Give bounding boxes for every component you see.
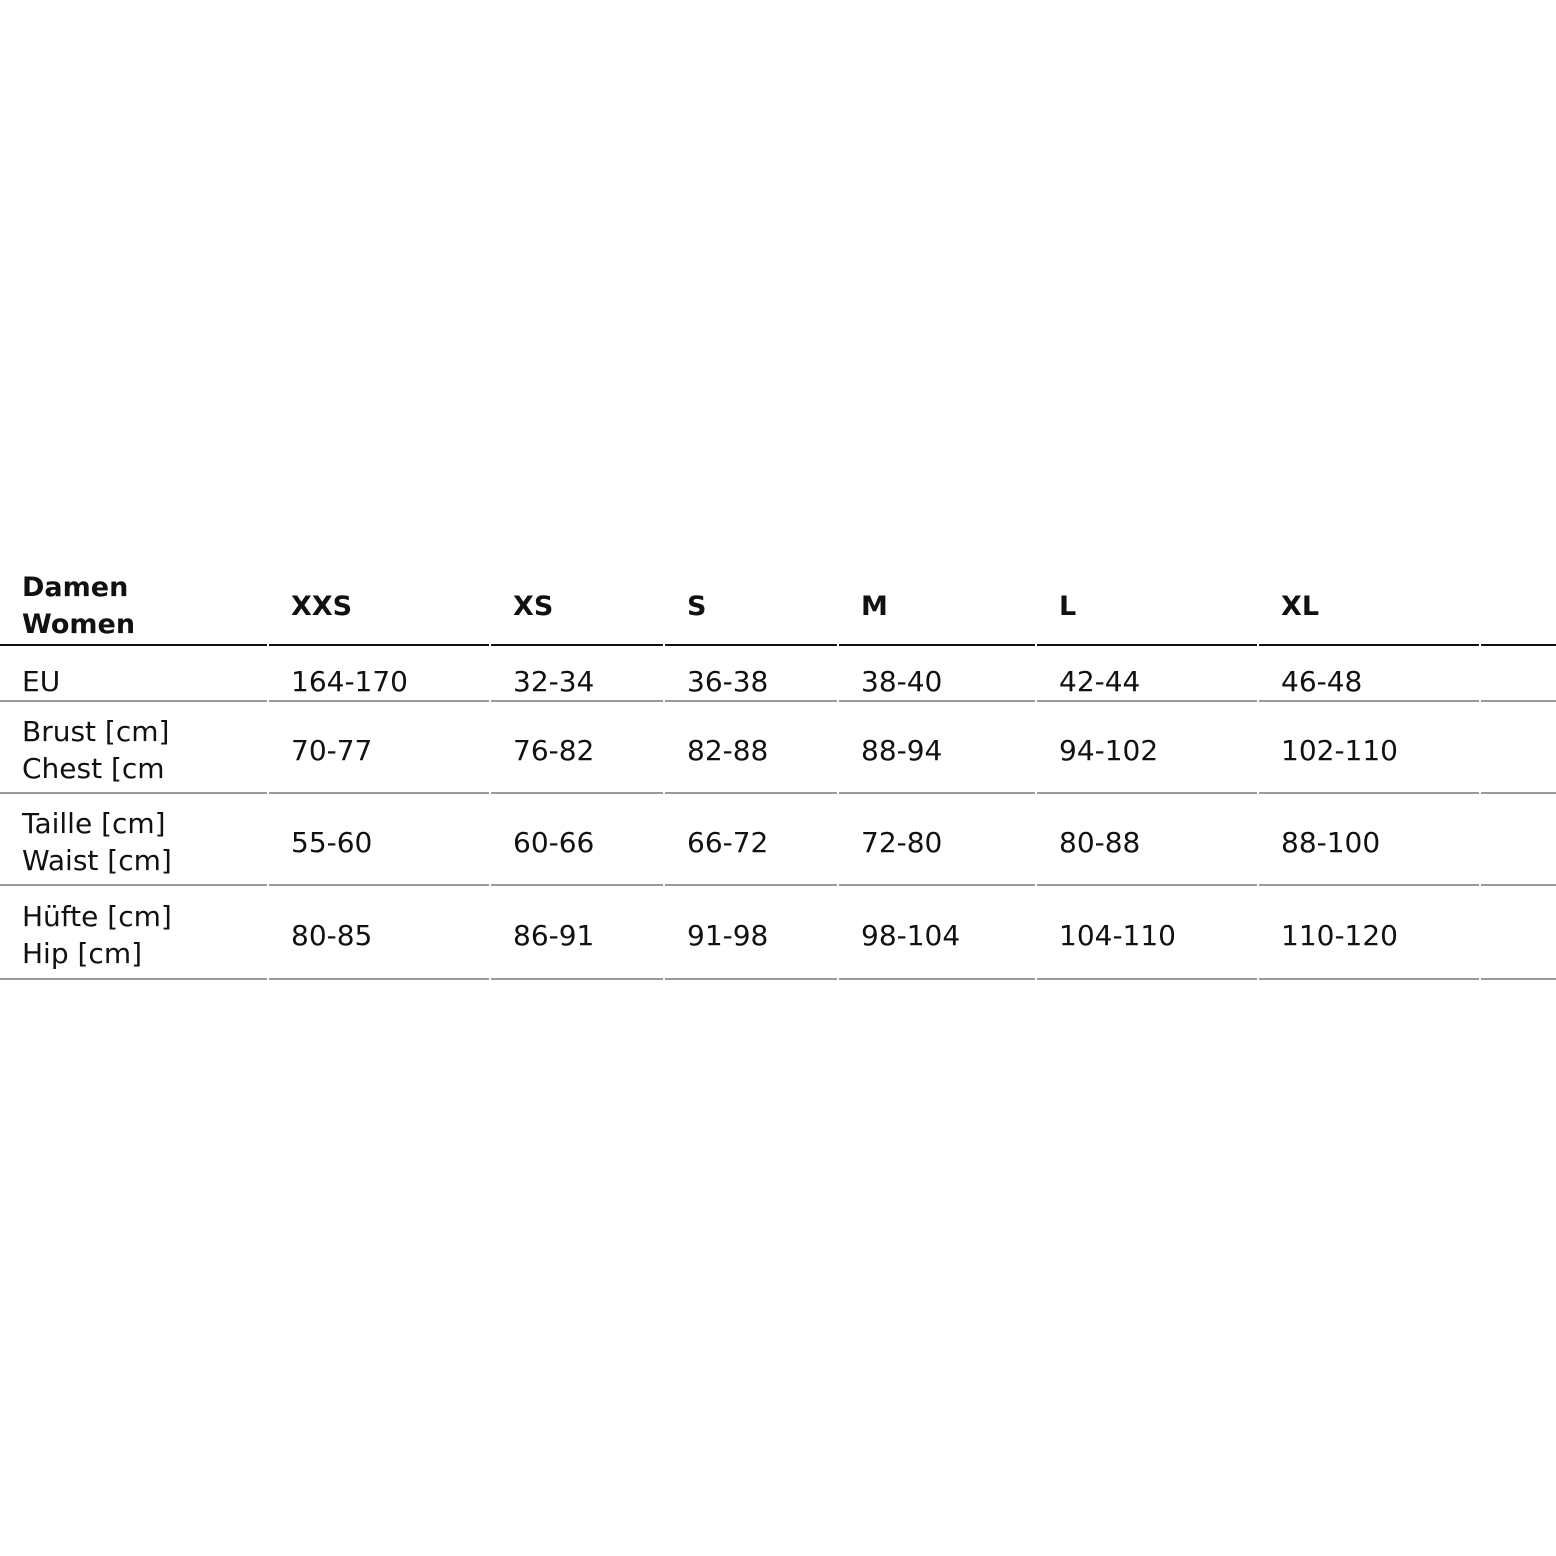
row-label-line2: Hip [cm] (22, 937, 143, 970)
row-label-eu (0, 646, 267, 702)
row-label-chest (0, 702, 267, 794)
table-cell: 91-98 (687, 918, 769, 952)
row-label-line2: Chest [cm (22, 752, 165, 785)
table-cell: 110-120 (1281, 918, 1398, 952)
table-row-waist (0, 794, 1556, 886)
row-label-line1: Taille [cm] (22, 807, 166, 840)
table-cell: 72-80 (861, 825, 943, 859)
table-cell: 80-85 (291, 918, 373, 952)
table-cell: 76-82 (513, 733, 595, 767)
row-label-line2: Waist [cm] (22, 844, 172, 877)
header-size-s: S (687, 590, 707, 622)
table-cell: 86-91 (513, 918, 595, 952)
row-label-line1: EU (22, 664, 61, 698)
table-cell: 94-102 (1059, 733, 1159, 767)
table-row-eu (0, 646, 1556, 702)
table-cell: 98-104 (861, 918, 961, 952)
table-cell: 60-66 (513, 825, 595, 859)
table-cell: 42-44 (1059, 664, 1141, 698)
table-cell: 88-100 (1281, 825, 1381, 859)
table-cell: 104-110 (1059, 918, 1176, 952)
header-size-xl: XL (1281, 590, 1320, 622)
table-cell: 66-72 (687, 825, 769, 859)
table-cell: 164-170 (291, 664, 408, 698)
table-cell: 102-110 (1281, 733, 1398, 767)
table-row-chest (0, 702, 1556, 794)
row-label-waist (0, 794, 267, 886)
table-cell: 80-88 (1059, 825, 1141, 859)
header-size-l: L (1059, 590, 1077, 622)
table-cell: 82-88 (687, 733, 769, 767)
header-label-cell (0, 566, 267, 646)
table-cell: 46-48 (1281, 664, 1363, 698)
table-cell: 70-77 (291, 733, 373, 767)
table-header-row (0, 566, 1556, 646)
table-cell: 88-94 (861, 733, 943, 767)
header-label-line2: Women (22, 609, 136, 640)
table-row-hip (0, 886, 1556, 980)
size-chart-table (0, 566, 1556, 980)
row-label-line1: Hüfte [cm] (22, 900, 172, 933)
header-size-xxs: XXS (291, 590, 353, 622)
row-label-line1: Brust [cm] (22, 715, 170, 748)
table-cell: 55-60 (291, 825, 373, 859)
header-size-xs: XS (513, 590, 554, 622)
table-cell: 36-38 (687, 664, 769, 698)
header-size-m: M (861, 590, 888, 622)
table-cell: 38-40 (861, 664, 943, 698)
row-label-hip (0, 886, 267, 980)
table-cell: 32-34 (513, 664, 595, 698)
header-label-line1: Damen (22, 572, 129, 603)
